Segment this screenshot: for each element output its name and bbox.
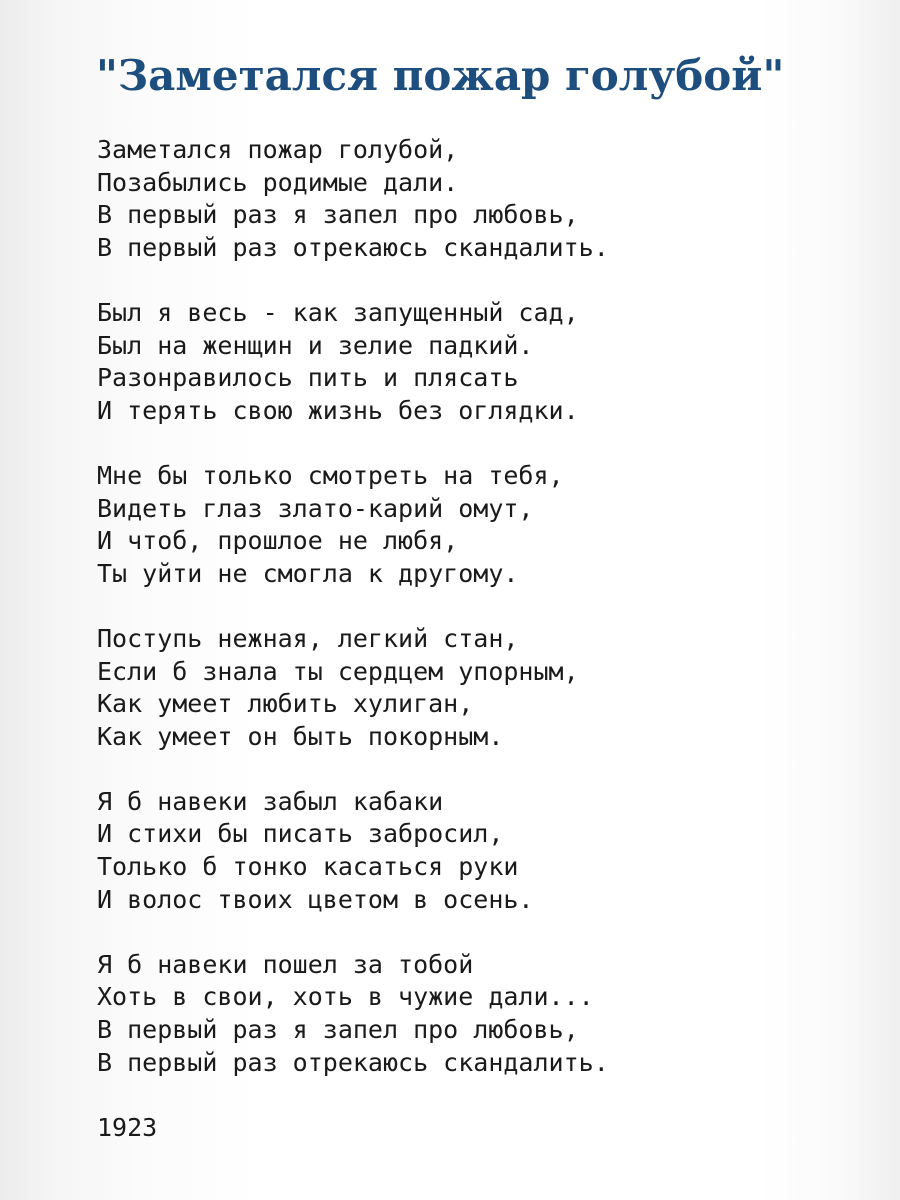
poem-line: И стихи бы писать забросил,	[97, 819, 504, 849]
poem-line: И волос твоих цветом в осень.	[97, 884, 534, 914]
stanza-5	[97, 786, 877, 916]
poem-line: Разонравилось пить и плясать	[97, 363, 519, 393]
poem-year: 1923	[97, 1112, 158, 1142]
poem-line: Только б тонко касаться руки	[97, 852, 519, 882]
poem-line: В первый раз отрекаюсь скандалить.	[97, 232, 609, 262]
poem-line: Был я весь - как запущенный сад,	[97, 297, 579, 327]
stanza-6	[97, 949, 877, 1079]
poem-line: Хоть в свои, хоть в чужие дали...	[97, 982, 594, 1012]
poem-line: В первый раз я запел про любовь,	[97, 200, 579, 230]
poem-line: Если б знала ты сердцем упорным,	[97, 656, 579, 686]
stanza-4	[97, 623, 877, 753]
poem-line: Был на женщин и зелие падкий.	[97, 330, 534, 360]
stanza-1	[97, 134, 877, 264]
stanza-2	[97, 297, 877, 427]
poem-line: Поступь нежная, легкий стан,	[97, 623, 519, 653]
poem-line: В первый раз отрекаюсь скандалить.	[97, 1047, 609, 1077]
poem-line: Я б навеки забыл кабаки	[97, 786, 444, 816]
poem-line: Ты уйти не смогла к другому.	[97, 558, 519, 588]
poem-line: И чтоб, прошлое не любя,	[97, 526, 459, 556]
poem-line: Я б навеки пошел за тобой	[97, 949, 474, 979]
poem-line: В первый раз я запел про любовь,	[97, 1015, 579, 1045]
poem-line: Заметался пожар голубой,	[97, 135, 459, 164]
poem-line: И терять свою жизнь без оглядки.	[97, 395, 579, 425]
stanza-3	[97, 460, 877, 590]
poem-body	[97, 134, 877, 1144]
poem-line: Как умеет любить хулиган,	[97, 689, 474, 719]
poem-title: "Заметался пожар голубой"	[96, 51, 785, 100]
poem-line: Мне бы только смотреть на тебя,	[97, 460, 564, 490]
poem-line: Видеть глаз злато-карий омут,	[97, 493, 534, 523]
poem-line: Позабылись родимые дали.	[97, 167, 459, 197]
poem-line: Как умеет он быть покорным.	[97, 721, 504, 751]
